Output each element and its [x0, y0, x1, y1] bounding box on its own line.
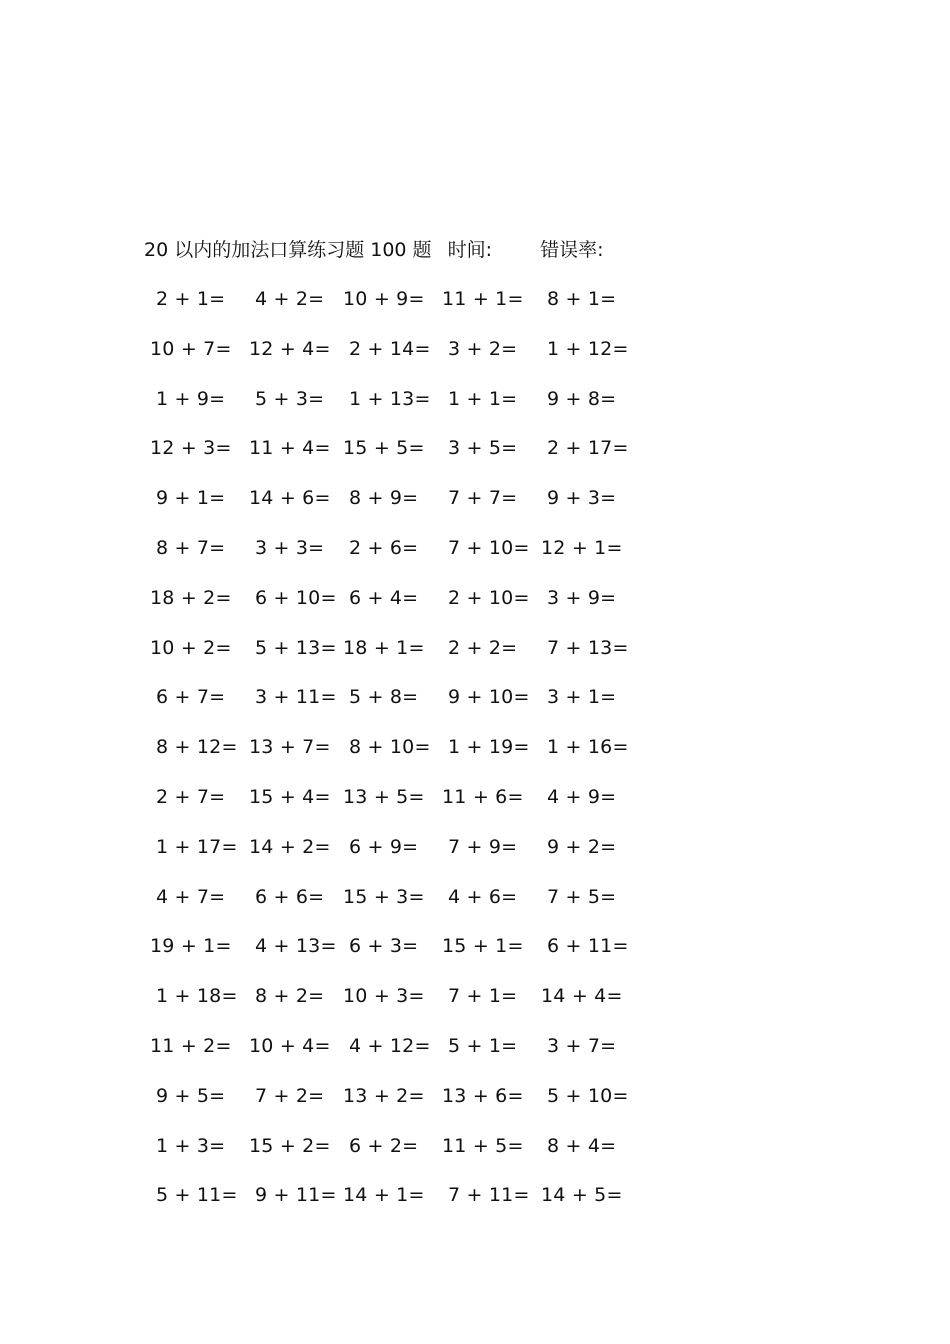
problem-r4-c4: 3 + 5=: [448, 437, 518, 459]
problem-r11-c3: 13 + 5=: [343, 786, 425, 808]
problem-r17-c4: 13 + 6=: [442, 1085, 524, 1107]
problem-r11-c4: 11 + 6=: [442, 786, 524, 808]
problem-r10-c4: 1 + 19=: [448, 736, 530, 758]
problem-r16-c1: 11 + 2=: [150, 1035, 232, 1057]
problem-r3-c3: 1 + 13=: [349, 388, 431, 410]
problem-r13-c3: 15 + 3=: [343, 886, 425, 908]
problem-r5-c4: 7 + 7=: [448, 487, 518, 509]
problem-r9-c2: 3 + 11=: [255, 686, 337, 708]
problem-r19-c5: 14 + 5=: [541, 1184, 623, 1206]
worksheet-title: 20 以内的加法口算练习题 100 题: [144, 239, 432, 261]
problem-r6-c5: 12 + 1=: [541, 537, 623, 559]
problem-r7-c4: 2 + 10=: [448, 587, 530, 609]
problem-r1-c3: 10 + 9=: [343, 288, 425, 310]
problem-r5-c3: 8 + 9=: [349, 487, 419, 509]
problem-r16-c5: 3 + 7=: [547, 1035, 617, 1057]
problem-r3-c1: 1 + 9=: [156, 388, 226, 410]
problem-r5-c2: 14 + 6=: [249, 487, 331, 509]
problem-r10-c1: 8 + 12=: [156, 736, 238, 758]
worksheet-header: [144, 236, 603, 264]
problem-r16-c3: 4 + 12=: [349, 1035, 431, 1057]
problem-r13-c1: 4 + 7=: [156, 886, 226, 908]
problem-r15-c4: 7 + 1=: [448, 985, 518, 1007]
problem-r13-c4: 4 + 6=: [448, 886, 518, 908]
problem-r9-c1: 6 + 7=: [156, 686, 226, 708]
problem-r6-c1: 8 + 7=: [156, 537, 226, 559]
problem-r17-c2: 7 + 2=: [255, 1085, 325, 1107]
problem-r5-c5: 9 + 3=: [547, 487, 617, 509]
problem-r8-c5: 7 + 13=: [547, 637, 629, 659]
problem-r10-c5: 1 + 16=: [547, 736, 629, 758]
problem-r14-c1: 19 + 1=: [150, 935, 232, 957]
problem-r15-c5: 14 + 4=: [541, 985, 623, 1007]
problem-r18-c3: 6 + 2=: [349, 1135, 419, 1157]
problem-r17-c3: 13 + 2=: [343, 1085, 425, 1107]
problem-r1-c1: 2 + 1=: [156, 288, 226, 310]
problem-r8-c1: 10 + 2=: [150, 637, 232, 659]
problem-r7-c3: 6 + 4=: [349, 587, 419, 609]
problem-r18-c5: 8 + 4=: [547, 1135, 617, 1157]
problem-r1-c5: 8 + 1=: [547, 288, 617, 310]
problem-r12-c1: 1 + 17=: [156, 836, 238, 858]
problem-r13-c5: 7 + 5=: [547, 886, 617, 908]
problem-r7-c2: 6 + 10=: [255, 587, 337, 609]
problem-r14-c5: 6 + 11=: [547, 935, 629, 957]
problem-r8-c4: 2 + 2=: [448, 637, 518, 659]
problem-r11-c5: 4 + 9=: [547, 786, 617, 808]
problem-r3-c5: 9 + 8=: [547, 388, 617, 410]
problem-r13-c2: 6 + 6=: [255, 886, 325, 908]
problem-r18-c2: 15 + 2=: [249, 1135, 331, 1157]
problem-r7-c1: 18 + 2=: [150, 587, 232, 609]
problem-r7-c5: 3 + 9=: [547, 587, 617, 609]
problem-r9-c5: 3 + 1=: [547, 686, 617, 708]
problem-r17-c5: 5 + 10=: [547, 1085, 629, 1107]
problem-r11-c1: 2 + 7=: [156, 786, 226, 808]
problem-r16-c2: 10 + 4=: [249, 1035, 331, 1057]
problem-r15-c3: 10 + 3=: [343, 985, 425, 1007]
problem-r15-c2: 8 + 2=: [255, 985, 325, 1007]
problem-r14-c4: 15 + 1=: [442, 935, 524, 957]
problem-r2-c3: 2 + 14=: [349, 338, 431, 360]
problem-r4-c2: 11 + 4=: [249, 437, 331, 459]
problem-r3-c4: 1 + 1=: [448, 388, 518, 410]
problem-r19-c3: 14 + 1=: [343, 1184, 425, 1206]
error-rate-label: 错误率:: [540, 239, 604, 261]
problem-r6-c3: 2 + 6=: [349, 537, 419, 559]
problem-r14-c2: 4 + 13=: [255, 935, 337, 957]
problem-r4-c1: 12 + 3=: [150, 437, 232, 459]
problem-r17-c1: 9 + 5=: [156, 1085, 226, 1107]
problem-r8-c3: 18 + 1=: [343, 637, 425, 659]
problem-r2-c1: 10 + 7=: [150, 338, 232, 360]
problem-r2-c2: 12 + 4=: [249, 338, 331, 360]
problem-r1-c4: 11 + 1=: [442, 288, 524, 310]
problem-r14-c3: 6 + 3=: [349, 935, 419, 957]
problem-r8-c2: 5 + 13=: [255, 637, 337, 659]
problem-r9-c3: 5 + 8=: [349, 686, 419, 708]
problem-r6-c2: 3 + 3=: [255, 537, 325, 559]
problem-r4-c5: 2 + 17=: [547, 437, 629, 459]
time-label: 时间:: [447, 239, 493, 261]
problem-r12-c3: 6 + 9=: [349, 836, 419, 858]
problem-r16-c4: 5 + 1=: [448, 1035, 518, 1057]
problem-r18-c1: 1 + 3=: [156, 1135, 226, 1157]
problem-r4-c3: 15 + 5=: [343, 437, 425, 459]
problem-r2-c5: 1 + 12=: [547, 338, 629, 360]
problem-r5-c1: 9 + 1=: [156, 487, 226, 509]
problem-r12-c2: 14 + 2=: [249, 836, 331, 858]
problem-r10-c2: 13 + 7=: [249, 736, 331, 758]
problem-r18-c4: 11 + 5=: [442, 1135, 524, 1157]
problem-r15-c1: 1 + 18=: [156, 985, 238, 1007]
problem-r10-c3: 8 + 10=: [349, 736, 431, 758]
problem-r6-c4: 7 + 10=: [448, 537, 530, 559]
problem-r9-c4: 9 + 10=: [448, 686, 530, 708]
problem-r12-c5: 9 + 2=: [547, 836, 617, 858]
problem-r19-c2: 9 + 11=: [255, 1184, 337, 1206]
problem-r2-c4: 3 + 2=: [448, 338, 518, 360]
problem-r11-c2: 15 + 4=: [249, 786, 331, 808]
problem-r12-c4: 7 + 9=: [448, 836, 518, 858]
problem-r19-c1: 5 + 11=: [156, 1184, 238, 1206]
problem-r19-c4: 7 + 11=: [448, 1184, 530, 1206]
problem-r3-c2: 5 + 3=: [255, 388, 325, 410]
problem-r1-c2: 4 + 2=: [255, 288, 325, 310]
